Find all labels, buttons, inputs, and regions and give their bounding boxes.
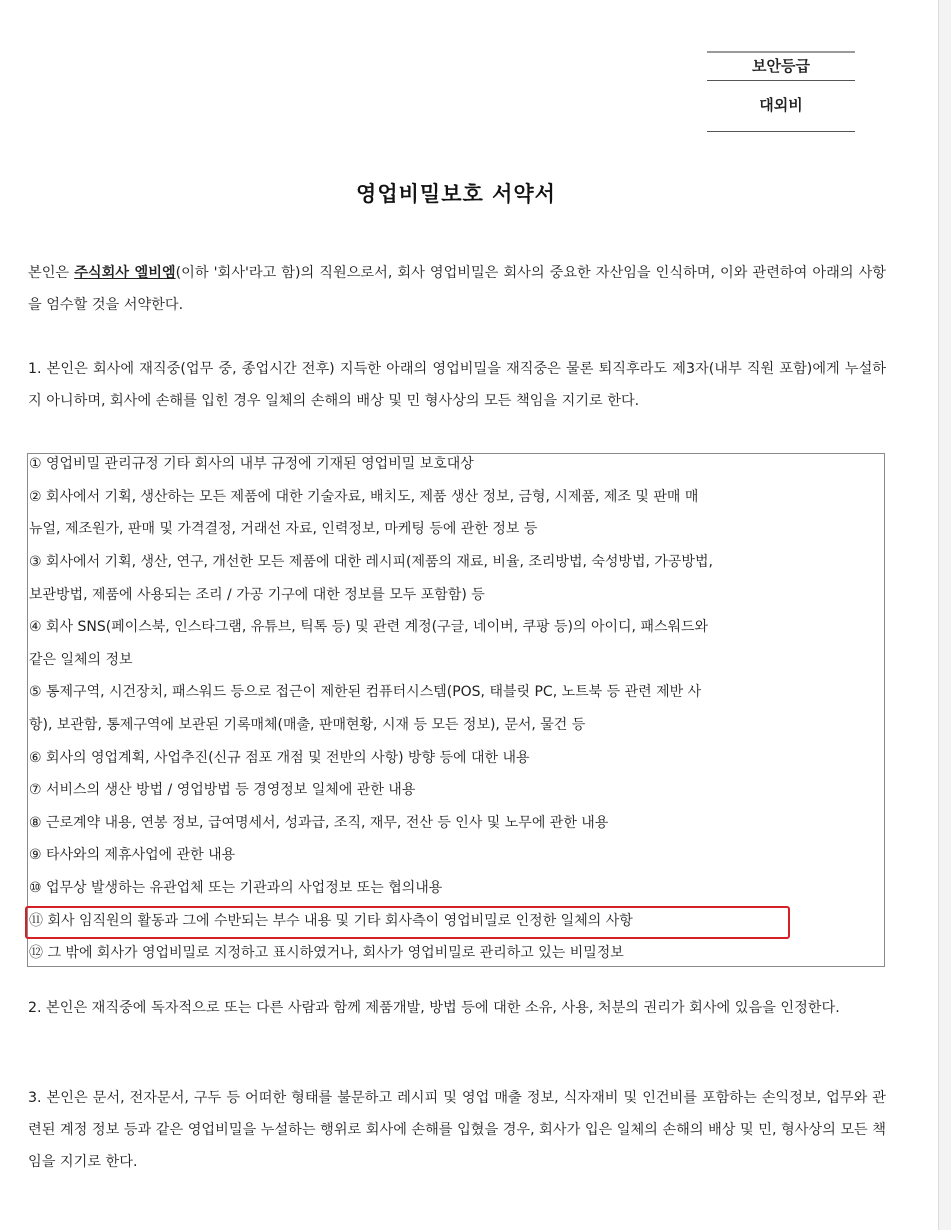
clause-2: 2. 본인은 재직중에 독자적으로 또는 다른 사람과 함께 제품개발, 방법 등에 대한 소유, 사용, 처분의 권리가 회사에 있음을 인정한다. <box>28 1000 840 1016</box>
item-line: ① 영업비밀 관리규정 기타 회사의 내부 규정에 기재된 영업비밀 보호대상 <box>29 456 474 472</box>
intro-paragraph <box>28 257 886 321</box>
item-line: 보관방법, 제품에 사용되는 조리 / 가공 기구에 대한 정보를 모두 포함함) 등 <box>29 587 485 603</box>
item-line: 같은 일체의 정보 <box>29 652 133 668</box>
item-line-highlighted: ⑪ 회사 임직원의 활동과 그에 수반되는 부수 내용 및 기타 회사측이 영업비밀로 인정한 일체의 사항 <box>29 913 633 929</box>
item-line: ⑫ 그 밖에 회사가 영업비밀로 지정하고 표시하였거나, 회사가 영업비밀로 관리하고 있는 비밀정보 <box>29 945 624 961</box>
item-line: ⑩ 업무상 발생하는 유관업체 또는 기관과의 사업정보 또는 협의내용 <box>29 880 443 896</box>
item-line: ⑨ 타사와의 제휴사업에 관한 내용 <box>29 847 236 863</box>
item-line: 항), 보관함, 통제구역에 보관된 기록매체(매출, 판매현황, 시재 등 모든 정보), 문서, 물건 등 <box>29 717 586 733</box>
intro-prefix: 본인은 <box>28 265 75 281</box>
security-level-value: 대외비 <box>707 81 855 132</box>
clause-3: 3. 본인은 문서, 전자문서, 구두 등 어떠한 형태를 불문하고 레시피 및 영업 매출 정보, 식자재비 및 인건비를 포함하는 손익정보, 업무와 관련된 계정 정보 등과 같은 영업비밀을 누설하는 행위로 회사에 손해를 입혔을 경우, 회사가 입은 일체의 손해의 배상 및 민, 형사상의 모든 책임을 지기로 한다. <box>28 1090 886 1170</box>
item-line: 뉴얼, 제조원가, 판매 및 가격결정, 거래선 자료, 인력정보, 마케팅 등에 관한 정보 등 <box>29 521 538 537</box>
highlight-box <box>25 906 790 939</box>
vertical-scrollbar[interactable] <box>938 0 951 1230</box>
item-line: ④ 회사 SNS(페이스북, 인스타그램, 유튜브, 틱톡 등) 및 관련 계정(구글, 네이버, 쿠팡 등)의 아이디, 패스워드와 <box>29 619 709 635</box>
security-level-header: 보안등급 <box>707 53 855 81</box>
item-line: ③ 회사에서 기획, 생산, 연구, 개선한 모든 제품에 대한 레시피(제품의 재료, 비율, 조리방법, 숙성방법, 가공방법, <box>29 554 713 570</box>
item-line: ⑥ 회사의 영업계획, 사업추진(신규 점포 개점 및 전반의 사항) 방향 등에 대한 내용 <box>29 750 530 766</box>
clause-1: 1. 본인은 회사에 재직중(업무 중, 종업시간 전후) 지득한 아래의 영업비밀을 재직중은 물론 퇴직후라도 제3자(내부 직원 포함)에게 누설하지 아니하며, 회사에 손해를 입힌 경우 일체의 손해의 배상 및 민 형사상의 모든 책임을 지기로 한다. <box>28 361 886 409</box>
item-line: ② 회사에서 기획, 생산하는 모든 제품에 대한 기술자료, 배치도, 제품 생산 정보, 금형, 시제품, 제조 및 판매 매 <box>29 489 699 505</box>
item-line: ⑤ 통제구역, 시건장치, 패스워드 등으로 접근이 제한된 컴퓨터시스템(POS, 태블릿 PC, 노트북 등 관련 제반 사 <box>29 684 702 700</box>
company-name: 주식회사 엘비엠 <box>74 265 176 281</box>
security-level-table <box>707 51 855 132</box>
item-line: ⑧ 근로계약 내용, 연봉 정보, 급여명세서, 성과급, 조직, 재무, 전산 등 인사 및 노무에 관한 내용 <box>29 815 609 831</box>
item-line: ⑦ 서비스의 생산 방법 / 영업방법 등 경영정보 일체에 관한 내용 <box>29 782 416 798</box>
document-title: 영업비밀보호 서약서 <box>356 182 556 206</box>
intro-suffix: (이하 '회사'라고 함)의 직원으로서, 회사 영업비밀은 회사의 중요한 자산임을 인식하며, 이와 관련하여 아래의 사항을 엄수할 것을 서약한다. <box>28 265 886 313</box>
